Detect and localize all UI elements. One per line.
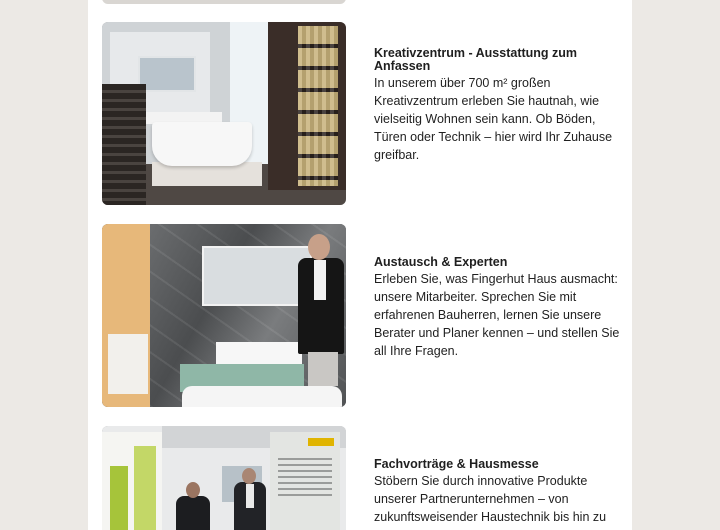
feature-row-austausch bbox=[102, 224, 632, 407]
fachvortraege-photo bbox=[102, 426, 346, 530]
feature-text bbox=[374, 458, 624, 526]
feature-title: Kreativzentrum - Ausstattung zum Anfassen bbox=[374, 46, 578, 73]
feature-row-fachvortraege bbox=[102, 426, 632, 530]
feature-text bbox=[374, 256, 624, 360]
feature-text bbox=[374, 47, 624, 164]
previous-image-edge bbox=[102, 0, 346, 4]
austausch-photo bbox=[102, 224, 346, 407]
feature-description: Erleben Sie, was Fingerhut Haus ausmacht: unsere Mitarbeiter. Sprechen Sie mit erfahrenen Bauherren, lernen Sie unsere Berater und Planer kennen – und stellen Sie all Ihre Fragen. bbox=[374, 272, 620, 358]
feature-row-kreativzentrum bbox=[102, 22, 632, 205]
feature-title: Austausch & Experten bbox=[374, 255, 508, 269]
kreativzentrum-photo bbox=[102, 22, 346, 205]
newsletter-content bbox=[88, 0, 632, 530]
feature-description: Stöbern Sie durch innovative Produkte unserer Partnerunternehmen – von zukunftsweisender Haustechnik bis hin zu bbox=[374, 474, 607, 524]
feature-description: In unserem über 700 m² großen Kreativzentrum erleben Sie hautnah, wie vielseitig Wohnen sein kann. Ob Böden, Türen oder Technik – hier wird Ihr Zuhause greifbar. bbox=[374, 76, 613, 162]
feature-title: Fachvorträge & Hausmesse bbox=[374, 457, 539, 471]
